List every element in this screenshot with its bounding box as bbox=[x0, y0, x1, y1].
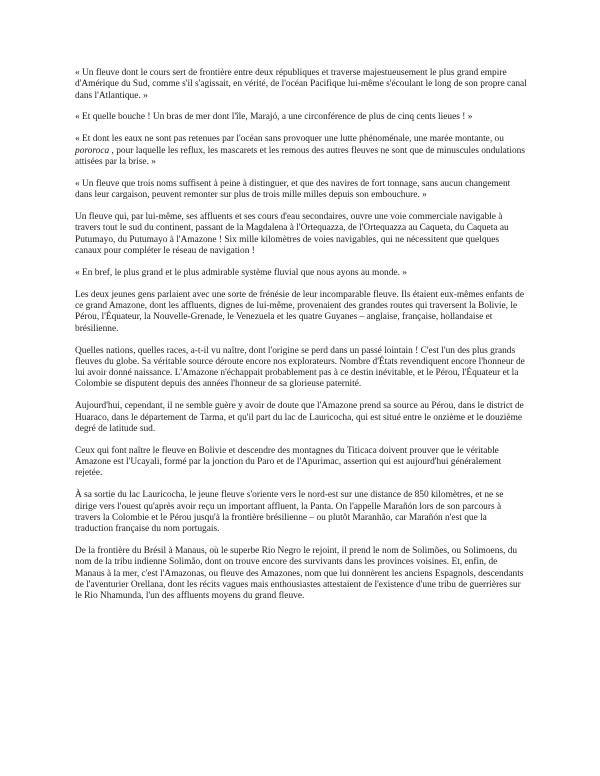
paragraph: « Un fleuve dont le cours sert de frontière entre deux républiques et traverse majestueusement le plus grand empire d'Amérique du Sud, comme s'il s'agissait, en vérité, de l'océan Pacifique lui-même s'écoulant le long de son propre canal dans l'Atlantique. » bbox=[75, 68, 527, 101]
paragraph: Les deux jeunes gens parlaient avec une sorte de frénésie de leur incomparable fleuve. Ils étaient eux-mêmes enfants de ce grand Amazone, dont les affluents, dignes de lui-même, provenaient des grandes routes qui traversent la Bolivie, le Pérou, l'Équateur, la Nouvelle-Grenade, le Venezuela et les quatre Guyanes – anglaise, française, hollandaise et brésilienne. bbox=[75, 289, 525, 334]
paragraph-text: « Et dont les eaux ne sont pas retenues par l'océan sans provoquer une lutte phénoménale, une marée montante, ou bbox=[75, 134, 504, 145]
paragraph: Un fleuve qui, par lui-même, ses affluents et ses cours d'eau secondaires, ouvre une voie commerciale navigable à travers tout le sud du continent, passant de la Magdalena à l'Ortequazza, de l'Ortequazza au Caqueta, du Caqueta au Putumayo, du Putumayo à l'Amazone ! Six mille kilomètres de voies navigables, qui ne nécessitent que quelques canaux pour compléter le réseau de navigation ! bbox=[75, 212, 509, 256]
paragraph: « Un fleuve que trois noms suffisent à peine à distinguer, et que des navires de fort tonnage, sans aucun changement dans leur cargaison, peuvent remonter sur plus de trois mille milles depuis son embouchure. » bbox=[75, 178, 511, 201]
paragraph: « Et quelle bouche ! Un bras de mer dont l'île, Marajó, a une circonférence de plus de cinq cents lieues ! » bbox=[75, 112, 473, 123]
paragraph bbox=[75, 134, 527, 168]
document-page bbox=[75, 68, 527, 613]
paragraph: De la frontière du Brésil à Manaus, où le superbe Rio Negro le rejoint, il prend le nom de Solimões, ou Solimoens, du nom de la tribu indienne Solimão, dont on trouve encore des survivants dans les provinces voisines. Et, enfin, de Manaus à la mer, c'est l'Amazonas, ou fleuve des Amazones, nom que lui donnèrent les anciens Espagnols, descendants de l'aventurier Orellana, dont les récits vagues mais enthousiastes attestaient de l'existence d'une tribu de guerrières sur le Rio Nhamunda, l'un des affluents moyens du grand fleuve. bbox=[75, 546, 524, 602]
paragraph: Ceux qui font naître le fleuve en Bolivie et descendre des montagnes du Titicaca doivent prouver que le véritable Amazone est l'Ucayali, formé par la jonction du Paro et de l'Apurimac, assertion qui est aujourd'hui généralement rejetée. bbox=[75, 445, 502, 479]
paragraph: « En bref, le plus grand et le plus admirable système fluvial que nous ayons au monde. » bbox=[75, 267, 407, 278]
paragraph: Aujourd'hui, cependant, il ne semble guère y avoir de doute que l'Amazone prend sa source au Pérou, dans le district de Huaraco, dans le département de Tarma, et qu'il part du lac de Lauricocha, qui est situé entre le onzième et le douzième degré de latitude sud. bbox=[75, 401, 524, 434]
paragraph-text: , pour laquelle les reflux, les mascarets et les remous des autres fleuves ne sont que de minuscules ondulations attisées par la brise. » bbox=[75, 145, 525, 167]
paragraph-italic-term: pororoca bbox=[75, 145, 110, 156]
paragraph: À sa sortie du lac Lauricocha, le jeune fleuve s'oriente vers le nord-est sur une distance de 850 kilomètres, et ne se dirige vers l'ouest qu'après avoir reçu un important affluent, la Panta. On l'appelle Marañón lors de son parcours à travers la Colombie et le Pérou jusqu'à la frontière brésilienne – ou plutôt Maranhão, car Marañón n'est que la traduction française du nom portugais. bbox=[75, 490, 504, 535]
paragraph: Quelles nations, quelles races, a-t-il vu naître, dont l'origine se perd dans un passé lointain ! C'est l'un des plus grands fleuves du globe. Sa véritable source déroute encore nos explorateurs. Nombre d'États revendiquent encore l'honneur de lui avoir donné naissance. L'Amazone n'échappait probablement pas à ce destin inévitable, et le Pérou, l'Équateur et la Colombie se disputent depuis des années l'honneur de sa glorieuse paternité. bbox=[75, 345, 525, 390]
